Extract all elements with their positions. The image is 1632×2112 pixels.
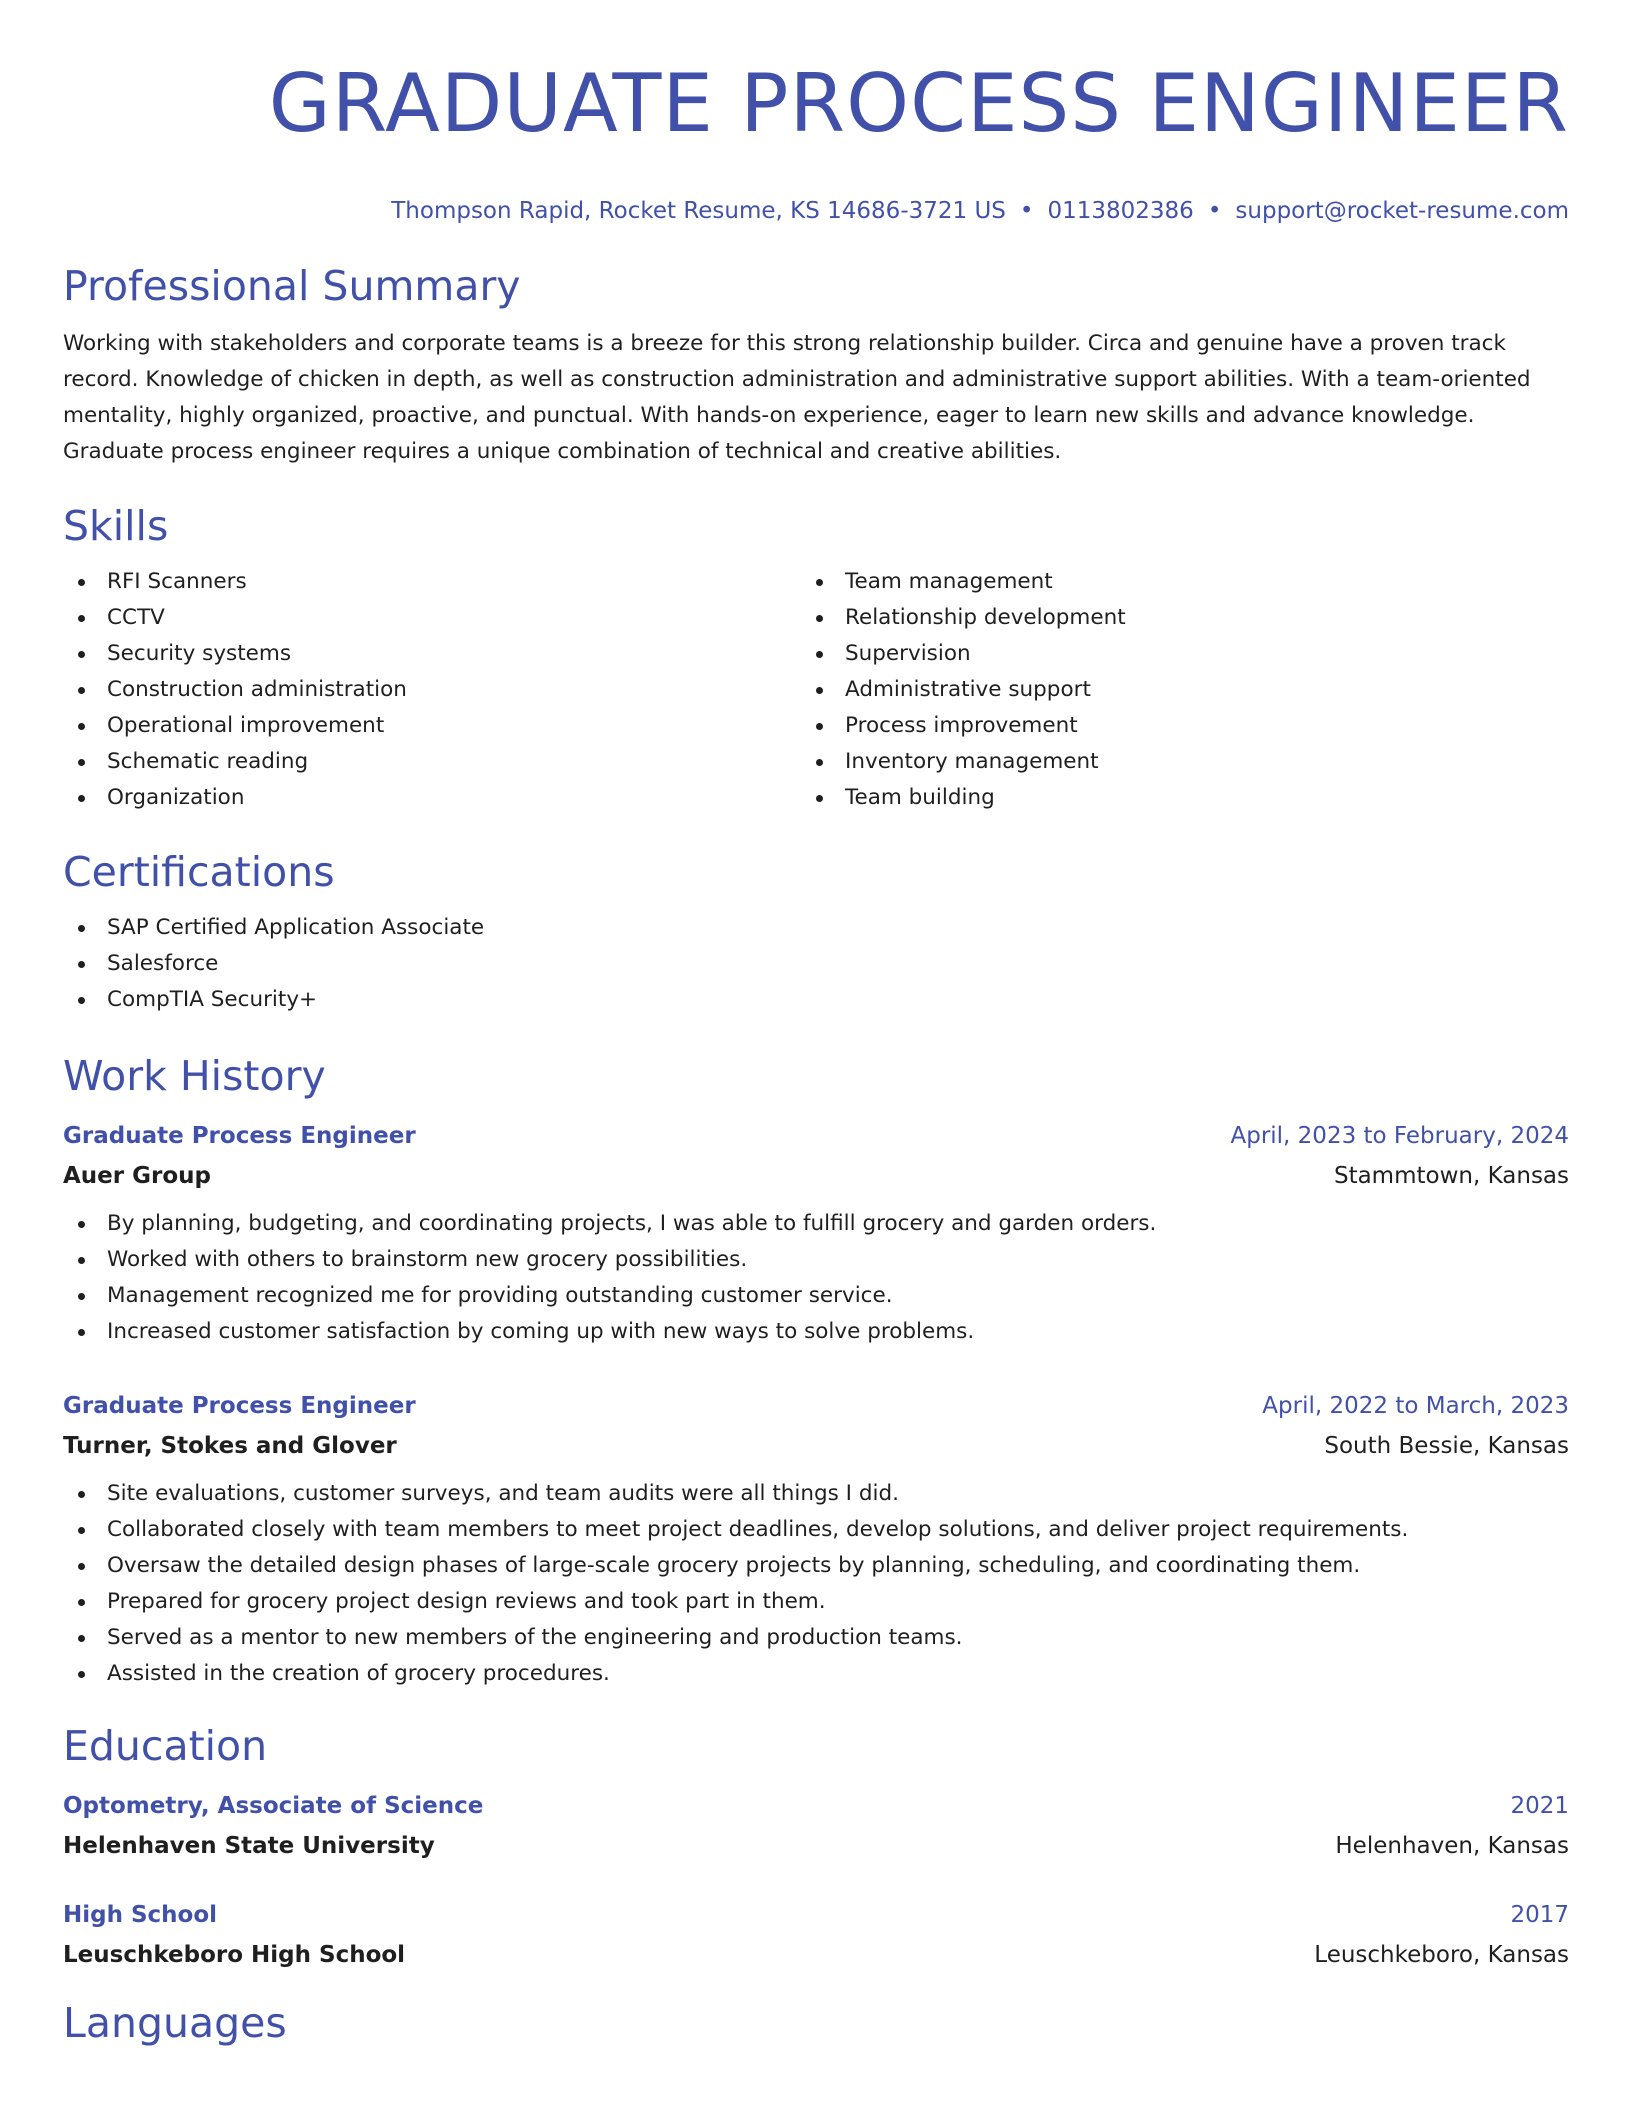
- education-degree: High School: [63, 1902, 218, 1928]
- job-bullet: Site evaluations, customer surveys, and team audits were all things I did.: [63, 1476, 1569, 1512]
- contact-line: [63, 196, 1569, 226]
- skills-section: [63, 500, 1569, 816]
- job-bullet: By planning, budgeting, and coordinating projects, I was able to fulfill grocery and garden orders.: [63, 1206, 1569, 1242]
- job-title-row: [63, 1116, 1569, 1156]
- education-year: 2017: [1510, 1902, 1569, 1928]
- candidate-name: GRADUATE PROCESS ENGINEER: [268, 57, 1569, 150]
- contact-phone: 0113802386: [1047, 198, 1194, 224]
- skill-item: Organization: [63, 780, 801, 816]
- summary-section: [63, 260, 1569, 470]
- education-school-row: [63, 1935, 1569, 1975]
- job-location: Stammtown, Kansas: [1333, 1163, 1569, 1189]
- skill-item: Operational improvement: [63, 708, 801, 744]
- skills-heading: Skills: [63, 502, 169, 550]
- skills-columns: [63, 564, 1569, 816]
- certifications-heading: Certifications: [63, 848, 335, 896]
- skill-item: Team building: [801, 780, 1539, 816]
- job-location: South Bessie, Kansas: [1324, 1433, 1569, 1459]
- work-history-heading: Work History: [63, 1052, 326, 1100]
- job-bullet: Collaborated closely with team members to meet project deadlines, develop solutions, and deliver project requirements.: [63, 1512, 1569, 1548]
- education-location: Helenhaven, Kansas: [1335, 1833, 1569, 1859]
- contact-separator: •: [1207, 198, 1222, 224]
- languages-heading: Languages: [63, 1999, 287, 2047]
- skill-item: Administrative support: [801, 672, 1539, 708]
- job-employer: Turner, Stokes and Glover: [63, 1433, 397, 1459]
- education-school: Leuschkeboro High School: [63, 1942, 406, 1968]
- summary-text: Working with stakeholders and corporate teams is a breeze for this strong relationship builder. Circa and genuine have a proven track record. Knowledge of chicken in depth, as well as construction administration and administrative support abilities. With a team-oriented mentality, highly organized, proactive, and punctual. With hands-on experience, eager to learn new skills and advance knowledge. Graduate process engineer requires a unique combination of technical and creative abilities.: [63, 331, 1531, 464]
- skill-item: Process improvement: [801, 708, 1539, 744]
- contact-separator: •: [1019, 198, 1034, 224]
- skills-list-left: [63, 564, 801, 816]
- job-title-row: [63, 1386, 1569, 1426]
- job-entry: [63, 1116, 1569, 1350]
- job-bullet: Oversaw the detailed design phases of large-scale grocery projects by planning, scheduling, and coordinating them.: [63, 1548, 1569, 1584]
- job-bullet: Management recognized me for providing outstanding customer service.: [63, 1278, 1569, 1314]
- job-title: Graduate Process Engineer: [63, 1393, 416, 1419]
- education-school-row: [63, 1826, 1569, 1866]
- education-school: Helenhaven State University: [63, 1833, 435, 1859]
- resume-header: [63, 56, 1569, 226]
- certifications-section: [63, 846, 1569, 1018]
- certification-item: Salesforce: [63, 946, 1569, 982]
- education-entry: [63, 1895, 1569, 1975]
- education-degree-row: [63, 1895, 1569, 1935]
- education-section: [63, 1720, 1569, 1975]
- work-history-section: [63, 1050, 1569, 1692]
- skill-item: Inventory management: [801, 744, 1539, 780]
- certifications-list: [63, 910, 1569, 1018]
- job-bullets: [63, 1206, 1569, 1350]
- skill-item: Relationship development: [801, 600, 1539, 636]
- skill-item: Team management: [801, 564, 1539, 600]
- skill-item: Supervision: [801, 636, 1539, 672]
- education-heading: Education: [63, 1722, 268, 1770]
- job-employer: Auer Group: [63, 1163, 211, 1189]
- skill-item: CCTV: [63, 600, 801, 636]
- education-year: 2021: [1510, 1793, 1569, 1819]
- job-bullets: [63, 1476, 1569, 1692]
- job-bullet: Increased customer satisfaction by coming up with new ways to solve problems.: [63, 1314, 1569, 1350]
- education-degree-row: [63, 1786, 1569, 1826]
- skill-item: Construction administration: [63, 672, 801, 708]
- summary-heading: Professional Summary: [63, 262, 521, 310]
- languages-section: [63, 1997, 1569, 2049]
- job-dates: April, 2023 to February, 2024: [1230, 1123, 1569, 1149]
- job-dates: April, 2022 to March, 2023: [1262, 1393, 1569, 1419]
- job-employer-row: [63, 1156, 1569, 1196]
- skills-list-right: [801, 564, 1539, 816]
- education-entry: [63, 1786, 1569, 1866]
- job-employer-row: [63, 1426, 1569, 1466]
- job-bullet: Served as a mentor to new members of the engineering and production teams.: [63, 1620, 1569, 1656]
- skill-item: RFI Scanners: [63, 564, 801, 600]
- certification-item: CompTIA Security+: [63, 982, 1569, 1018]
- job-title: Graduate Process Engineer: [63, 1123, 416, 1149]
- education-location: Leuschkeboro, Kansas: [1314, 1942, 1569, 1968]
- job-bullet: Worked with others to brainstorm new grocery possibilities.: [63, 1242, 1569, 1278]
- job-bullet: Prepared for grocery project design reviews and took part in them.: [63, 1584, 1569, 1620]
- skill-item: Security systems: [63, 636, 801, 672]
- skill-item: Schematic reading: [63, 744, 801, 780]
- certification-item: SAP Certified Application Associate: [63, 910, 1569, 946]
- education-degree: Optometry, Associate of Science: [63, 1793, 484, 1819]
- job-entry: [63, 1386, 1569, 1692]
- job-bullet: Assisted in the creation of grocery procedures.: [63, 1656, 1569, 1692]
- contact-email[interactable]: support@rocket-resume.com: [1235, 198, 1569, 224]
- contact-address: Thompson Rapid, Rocket Resume, KS 14686-3721 US: [391, 198, 1006, 224]
